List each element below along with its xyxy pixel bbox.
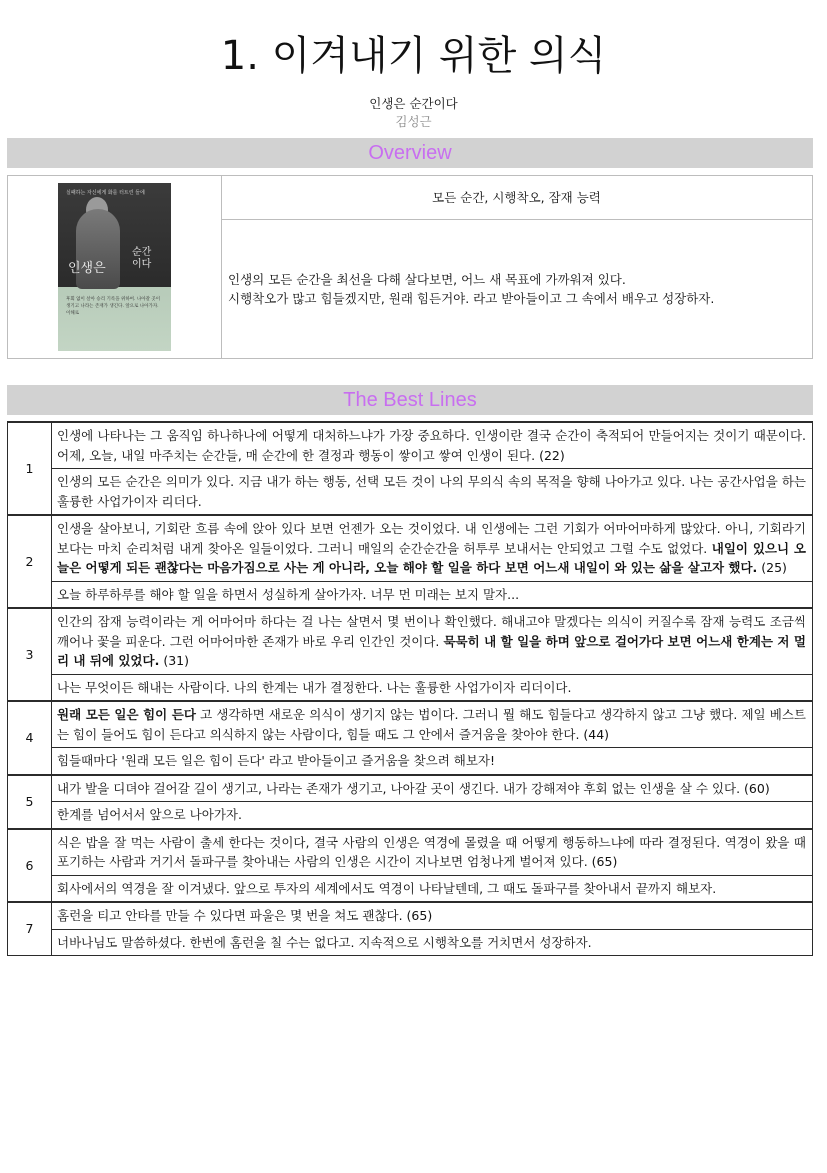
table-row	[8, 608, 813, 674]
best-lines-section-header: The Best Lines	[7, 385, 813, 415]
entry-note: 나는 무엇이든 해내는 사람이다. 나의 한계는 내가 결정한다. 나는 훌륭한 사업가이자 리더이다.	[52, 674, 813, 701]
table-row	[8, 748, 813, 775]
entry-note: 너바나님도 말씀하셨다. 한번에 홈런을 칠 수는 없다고. 지속적으로 시행착오를 거치면서 성장하자.	[52, 929, 813, 956]
quote-text: 인간의 잠재 능력이라는 게 어마어마 하다는 걸 나는 살면서 몇 번이나 확인했다. 해내고야 말겠다는 의식이 커질수록 잠재 능력도 조금씩 깨어나 꽃을 피운다. 그런 어마어마한 존재가 바로 우리 인간인 것이다.	[57, 614, 806, 649]
entry-quote	[52, 515, 813, 581]
entry-number: 1	[8, 422, 52, 515]
entry-number: 6	[8, 829, 52, 903]
page-title: 1. 이겨내기 위한 의식	[220, 33, 607, 79]
book-cover-image	[58, 183, 171, 351]
best-lines-table	[7, 421, 813, 956]
entry-note: 오늘 하루하루를 해야 할 일을 하면서 성실하게 살아가자. 너무 먼 미래는 보지 말자...	[52, 581, 813, 608]
cover-quote: 후회 없이 살아 승리 기록을 위하여. 나아갈 곳이 생기고 나라는 존재가 생긴다. 앞으로 나아가자. 이해로	[66, 297, 161, 316]
entry-note: 한계를 넘어서서 앞으로 나아가자.	[52, 802, 813, 829]
overview-keywords: 모든 순간, 시행착오, 잠재 능력	[221, 176, 812, 220]
table-row	[8, 515, 813, 581]
quote-tail: (31)	[159, 653, 189, 668]
table-row	[8, 469, 813, 516]
cover-figure	[76, 209, 120, 289]
quote-highlight: 원래 모든 일은 힘이 든다	[57, 707, 196, 722]
entry-quote	[52, 902, 813, 929]
quote-tail: 고 생각하면 새로운 의식이 생기지 않는 법이다. 그러니 뭘 해도 힘들다고 생각하지 않고 그냥 했다. 제일 베스트는 힘이 들어도 힘이 든다고 의식하지 않는 사람이다, 힘들 때도 그 안에서 즐거움을 찾아야 한다. (44)	[57, 707, 806, 742]
quote-text: 인생을 살아보니, 기회란 흐름 속에 앉아 있다 보면 언젠가 오는 것이었다. 내 인생에는 그런 기회가 어마어마하게 많았다. 아니, 기회라기보다는 마치 순리처럼 내게 찾아온 일들이었다. 그러니 매일의 순간순간을 허투루 보내서는 안되었고 그럴 수도 없었다.	[57, 521, 806, 556]
entry-number: 3	[8, 608, 52, 701]
quote-highlight: 내일이 있으니 오늘은 어떻게 되든 괜찮다는 마음가짐으로 사는 게 아니라, 오늘 해야 할 일을 하다 보면 어느새 내일이 와 있는 삶을 살고자 했다.	[57, 540, 806, 575]
overview-summary	[228, 270, 808, 308]
overview-section-header: Overview	[7, 138, 813, 168]
quote-text: 식은 밥을 잘 먹는 사람이 출세 한다는 것이다, 결국 사람의 인생은 역경에 몰렸을 때 어떻게 행동하느냐에 따라 결정된다. 역경이 왔을 때 포기하는 사람과 거기서 돌파구를 찾아내는 사람의 인생은 시간이 지나보면 엄청나게 벌어져 있다. (65)	[57, 834, 806, 869]
summary-line: 시행착오가 많고 힘들겠지만, 원래 힘든거야. 라고 받아들이고 그 속에서 배우고 성장하자.	[228, 291, 715, 306]
entry-quote	[52, 775, 813, 802]
quote-highlight: 묵묵히 내 할 일을 하며 앞으로 걸어가다 보면 어느새 한계는 저 멀리 내 뒤에 있었다.	[57, 633, 806, 668]
entry-note: 힘들때마다 '원래 모든 일은 힘이 든다' 라고 받아들이고 즐거움을 찾으려 해보자!	[52, 748, 813, 775]
table-row	[8, 802, 813, 829]
entry-number: 7	[8, 902, 52, 956]
table-row	[8, 701, 813, 748]
quote-text: 인생에 나타나는 그 움직임 하나하나에 어떻게 대처하느냐가 가장 중요하다. 인생이란 결국 순간이 축적되어 만들어지는 것이기 때문이다. 어제, 오늘, 내일 마주치는 순간들, 매 순간에 한 결정과 행동이 쌓이고 쌓여 인생이 된다. (22)	[57, 428, 806, 463]
table-row	[8, 674, 813, 701]
overview-panel	[7, 175, 813, 359]
quote-text: 홈런을 티고 안타를 만들 수 있다면 파울은 몇 번을 쳐도 괜찮다. (65)	[57, 908, 433, 923]
table-row	[8, 929, 813, 956]
entry-note: 인생의 모든 순간은 의미가 있다. 지금 내가 하는 행동, 선택 모든 것이 나의 무의식 속의 목적을 향해 나아가고 있다. 나는 공간사업을 하는 훌륭한 사업가이자 리더다.	[52, 469, 813, 516]
table-row	[8, 875, 813, 902]
entry-note: 회사에서의 역경을 잘 이겨냈다. 앞으로 투자의 세계에서도 역경이 나타날텐데, 그 때도 돌파구를 찾아내서 끝까지 해보자.	[52, 875, 813, 902]
summary-line: 인생의 모든 순간을 최선을 다해 살다보면, 어느 새 목표에 가까워져 있다.	[228, 272, 626, 287]
cover-tagline: 실패하는 자신에게 화를 터트린 들에	[66, 190, 145, 196]
table-row	[8, 775, 813, 802]
entry-quote	[52, 422, 813, 469]
quote-tail: (25)	[757, 560, 787, 575]
entry-quote	[52, 701, 813, 748]
entry-quote	[52, 829, 813, 876]
book-author: 김성근	[395, 114, 432, 129]
table-row	[8, 902, 813, 929]
book-title: 인생은 순간이다	[369, 96, 458, 111]
entry-quote	[52, 608, 813, 674]
entry-number: 2	[8, 515, 52, 608]
table-row	[8, 581, 813, 608]
cover-title-left: 인생은	[68, 261, 106, 276]
cover-cell	[8, 176, 222, 358]
entry-number: 5	[8, 775, 52, 829]
entry-number: 4	[8, 701, 52, 775]
cover-title-right: 순간 이다	[132, 247, 152, 270]
quote-text: 내가 발을 디뎌야 걸어갈 길이 생기고, 나라는 존재가 생기고, 나아갈 곳이 생긴다. 내가 강해져야 후회 없는 인생을 살 수 있다. (60)	[57, 780, 770, 796]
table-row	[8, 422, 813, 469]
table-row	[8, 829, 813, 876]
